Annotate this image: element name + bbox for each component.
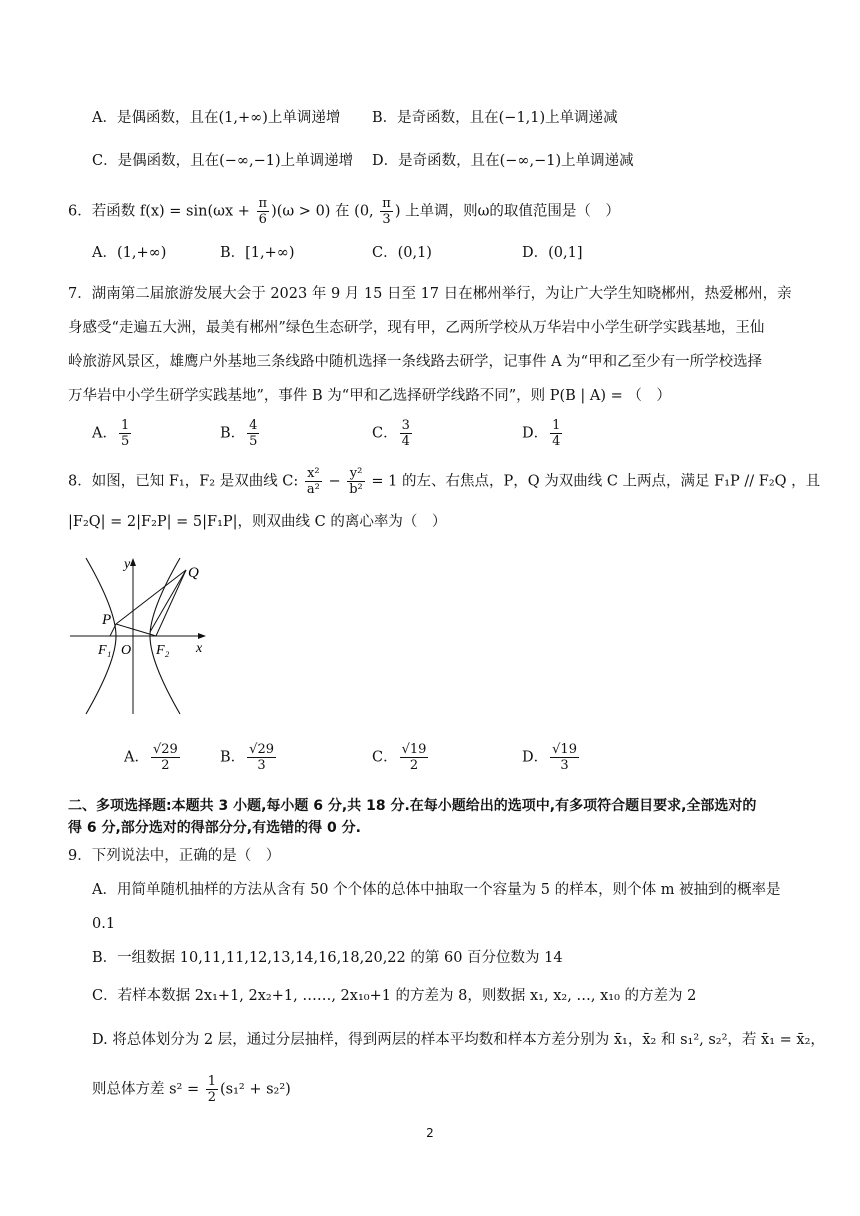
label-f2: F₂	[156, 643, 170, 658]
q5-option-b: B．是奇函数，且在(−1,1)上单调递减	[372, 110, 618, 126]
q7-option-a: A． $\frac{1}{5}$	[92, 418, 130, 449]
q9-option-c: C．若样本数据 2x₁+1, 2x₂+1, ……, 2x₁₀+1 的方差为 8，则数据 x₁, x₂, …, x₁₀ 的方差为 2	[92, 988, 697, 1004]
q9-option-a-line-2: 0.1	[92, 916, 116, 932]
x-axis-arrow	[198, 633, 206, 639]
q9-option-d-line-2: 则总体方差 s² = $\frac{1}{2}$ (s₁² + s₂²)	[92, 1074, 291, 1105]
section2-heading-line-1: 二、多项选择题:本题共 3 小题,每小题 6 分,共 18 分.在每小题给出的选项中,有多项符合题目要求,全部选对的	[68, 798, 757, 814]
q6-stem: 6．若函数 f(x) = sin(ωx + $\frac{\pi}{6}$ )(ω > 0) 在 (0, $\frac{\pi}{3}$ ) 上单调，则ω的取值范围是（ ）	[68, 196, 620, 227]
label-f1: F₁	[98, 643, 112, 658]
q8-fraction-y: $\frac{\text{y²}}{\text{b²}}$	[349, 466, 363, 497]
q9-option-d-line-1: D. 将总体划分为 2 层，通过分层抽样，得到两层的样本平均数和样本方差分别为 x̄₁，x̄₂ 和 s₁², s₂²，若 x̄₁ = x̄₂，	[92, 1032, 825, 1048]
label-y: y	[124, 557, 131, 572]
q6-option-d: D．(0,1]	[522, 245, 583, 261]
q5-option-d: D．是奇函数，且在(−∞,−1)上单调递减	[372, 153, 634, 169]
q6-option-c: C．(0,1)	[372, 245, 432, 261]
y-axis-arrow	[130, 558, 136, 566]
q5-option-c: C．是偶函数，且在(−∞,−1)上单调递增	[92, 153, 354, 169]
q7-option-b: B． $\frac{4}{5}$	[220, 418, 258, 449]
hyperbola-figure	[66, 550, 216, 718]
q9-option-b: B．一组数据 10,11,11,12,13,14,16,18,20,22 的第 60 百分位数为 14	[92, 950, 563, 966]
q9-stem: 9．下列说法中，正确的是（ ）	[68, 848, 281, 864]
q6-fraction-pi-3: $\frac{\pi}{3}$	[382, 196, 391, 227]
q7-line-1: 7．湖南第二届旅游发展大会于 2023 年 9 月 15 日至 17 日在郴州举行，为让广大学生知晓郴州，热爱郴州，亲	[68, 286, 792, 302]
q7-line-2: 身感受“走遍五大洲，最美有郴州”绿色生态研学，现有甲，乙两所学校从万华岩中小学生研学实践基地，王仙	[68, 320, 765, 336]
q7-option-d: D． $\frac{1}{4}$	[522, 418, 561, 449]
q7-line-3: 岭旅游风景区，雄鹰户外基地三条线路中随机选择一条线路去研学，记事件 A 为“甲和乙至少有一所学校选择	[68, 354, 763, 370]
q8-line-2: |F₂Q| = 2|F₂P| = 5|F₁P|，则双曲线 C 的离心率为（ ）	[68, 514, 447, 530]
q6-option-a: A．(1,+∞)	[92, 245, 167, 261]
q8-fraction-x: $\frac{\text{x²}}{\text{a²}}$	[306, 466, 320, 497]
page-number: 2	[426, 1126, 434, 1140]
q7-line-4: 万华岩中小学生研学实践基地”，事件 B 为“甲和乙选择研学线路不同”，则 P(B | A) = （ ）	[68, 388, 671, 404]
q5-option-a: A．是偶函数，且在(1,+∞)上单调递增	[92, 110, 341, 126]
q8-option-d: D． $\frac{√19}{3}$	[522, 742, 577, 773]
label-x: x	[196, 641, 203, 656]
q7-option-c: C． $\frac{3}{4}$	[372, 418, 410, 449]
label-p: P	[102, 612, 112, 628]
label-o: O	[121, 643, 132, 658]
segment-f2q	[156, 570, 186, 636]
q8-option-c: C． $\frac{√19}{2}$	[372, 742, 427, 773]
section2-heading-line-2: 得 6 分,部分选对的得部分分,有选错的得 0 分.	[68, 820, 361, 836]
q8-option-a: A． $\frac{√29}{2}$	[124, 742, 178, 773]
q8-stem: 8．如图，已知 F₁，F₂ 是双曲线 C: $\frac{\text{x²}}{\text{a²}}$ − $\frac{\text{y²}}{\text{b²}}$ = 1 的左、右焦点，P，Q 为双曲线 C 上两点，满足 F₁P // F₂Q ，且	[68, 466, 821, 497]
q9-option-a-line-1: A．用简单随机抽样的方法从含有 50 个个体的总体中抽取一个容量为 5 的样本，则个体 m 被抽到的概率是	[92, 882, 781, 898]
label-q: Q	[188, 565, 199, 581]
segment-pq	[116, 570, 186, 624]
q8-option-b: B． $\frac{√29}{3}$	[220, 742, 274, 773]
q6-option-b: B．[1,+∞)	[220, 245, 295, 261]
q6-fraction-pi-6: $\frac{\pi}{6}$	[258, 196, 268, 227]
